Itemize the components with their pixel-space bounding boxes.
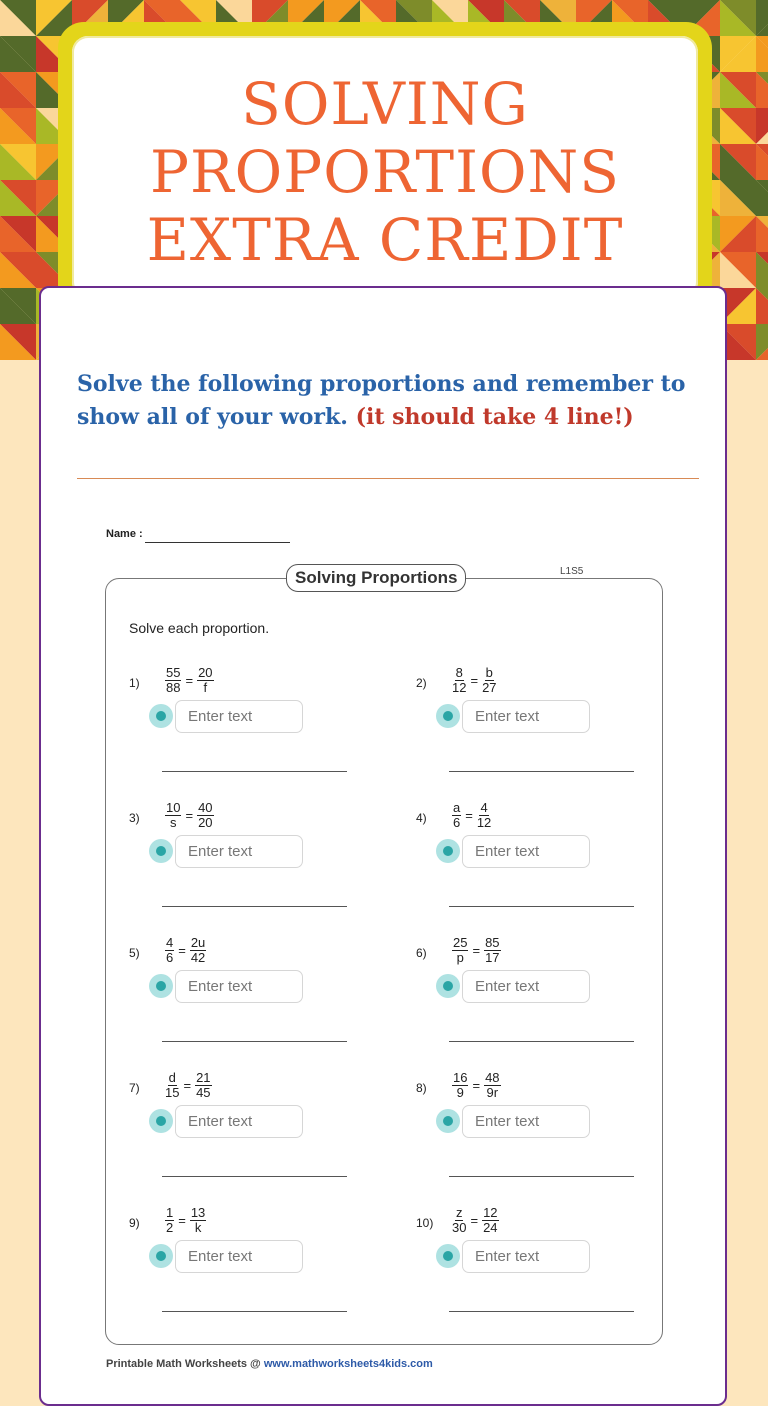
left-fraction xyxy=(165,936,174,965)
proportion-equation xyxy=(452,936,501,965)
answer-input-10[interactable] xyxy=(462,1240,590,1273)
work-line xyxy=(449,906,634,907)
instructions xyxy=(77,368,707,434)
equals-sign: = xyxy=(470,1213,479,1228)
denominator: 9 xyxy=(456,1085,464,1100)
proportion-equation xyxy=(165,1206,206,1235)
proportion-equation xyxy=(165,666,214,695)
name-line xyxy=(145,542,290,543)
problem-number: 3) xyxy=(129,811,140,825)
answer-marker-icon[interactable] xyxy=(149,1109,173,1133)
numerator: d xyxy=(168,1070,176,1085)
numerator: 85 xyxy=(485,935,500,950)
work-line xyxy=(449,771,634,772)
work-line xyxy=(162,906,347,907)
name-label: Name : xyxy=(106,528,143,540)
equals-sign: = xyxy=(470,673,479,688)
proportion-equation xyxy=(165,801,214,830)
answer-marker-icon[interactable] xyxy=(436,839,460,863)
problem-number: 9) xyxy=(129,1216,140,1230)
denominator: 42 xyxy=(190,950,206,965)
left-fraction xyxy=(165,801,181,830)
left-fraction xyxy=(452,936,468,965)
numerator: 16 xyxy=(453,1070,468,1085)
page-title xyxy=(72,70,698,274)
worksheet-title: Solving Proportions xyxy=(286,564,466,592)
denominator: f xyxy=(203,680,208,695)
problem-number: 4) xyxy=(416,811,427,825)
answer-input-4[interactable] xyxy=(462,835,590,868)
numerator: 4 xyxy=(166,935,174,950)
answer-marker-icon[interactable] xyxy=(436,704,460,728)
denominator: 17 xyxy=(485,950,500,965)
equals-sign: = xyxy=(465,808,473,823)
equals-sign: = xyxy=(472,943,481,958)
denominator: 9r xyxy=(486,1085,499,1100)
numerator: 21 xyxy=(196,1070,211,1085)
work-line xyxy=(162,1176,347,1177)
answer-marker-icon[interactable] xyxy=(436,974,460,998)
numerator: b xyxy=(485,665,493,680)
numerator: 4 xyxy=(480,800,488,815)
left-fraction xyxy=(452,666,466,695)
equals-sign: = xyxy=(178,943,186,958)
denominator: 6 xyxy=(166,950,174,965)
title-line-3: EXTRA CREDIT xyxy=(146,206,624,274)
divider xyxy=(77,478,699,479)
answer-input-9[interactable] xyxy=(175,1240,303,1273)
work-line xyxy=(449,1041,634,1042)
left-fraction xyxy=(165,666,181,695)
denominator: k xyxy=(194,1220,202,1235)
problem-number: 7) xyxy=(129,1081,140,1095)
answer-marker-icon[interactable] xyxy=(149,704,173,728)
worksheet-code: L1S5 xyxy=(560,566,584,577)
denominator: 12 xyxy=(452,680,467,695)
worksheet-subtitle: Solve each proportion. xyxy=(129,620,270,636)
equals-sign: = xyxy=(472,1078,481,1093)
right-fraction xyxy=(190,936,206,965)
denominator: 30 xyxy=(452,1220,467,1235)
proportion-equation xyxy=(452,801,491,830)
denominator: 6 xyxy=(453,815,461,830)
work-line xyxy=(449,1176,634,1177)
answer-marker-icon[interactable] xyxy=(149,1244,173,1268)
instructions-note: (it should take 4 line!) xyxy=(355,404,634,430)
right-fraction xyxy=(482,666,496,695)
denominator: 20 xyxy=(198,815,213,830)
right-fraction xyxy=(484,1071,500,1100)
numerator: 12 xyxy=(483,1205,498,1220)
answer-marker-icon[interactable] xyxy=(149,974,173,998)
numerator: 13 xyxy=(190,1205,206,1220)
numerator: a xyxy=(453,800,461,815)
denominator: 15 xyxy=(165,1085,180,1100)
title-line-2: PROPORTIONS xyxy=(149,138,621,206)
footer xyxy=(106,1358,433,1370)
numerator: 20 xyxy=(198,665,213,680)
denominator: 12 xyxy=(476,815,492,830)
denominator: p xyxy=(456,950,464,965)
problem-number: 2) xyxy=(416,676,427,690)
proportion-equation xyxy=(452,1071,501,1100)
right-fraction xyxy=(197,801,213,830)
numerator: 1 xyxy=(166,1205,174,1220)
answer-input-2[interactable] xyxy=(462,700,590,733)
answer-input-6[interactable] xyxy=(462,970,590,1003)
problem-number: 5) xyxy=(129,946,140,960)
work-line xyxy=(162,1041,347,1042)
proportion-equation xyxy=(452,666,497,695)
answer-marker-icon[interactable] xyxy=(436,1109,460,1133)
instructions-text: Solve the following proportions and remember to show all of your work. xyxy=(77,371,686,430)
numerator: z xyxy=(455,1205,463,1220)
work-line xyxy=(162,771,347,772)
numerator: 55 xyxy=(166,665,181,680)
footer-link[interactable]: www.mathworksheets4kids.com xyxy=(263,1358,433,1370)
left-fraction xyxy=(452,801,461,830)
equals-sign: = xyxy=(178,1213,186,1228)
problem-number: 8) xyxy=(416,1081,427,1095)
denominator: 2 xyxy=(166,1220,174,1235)
left-fraction xyxy=(452,1071,468,1100)
equals-sign: = xyxy=(183,1078,192,1093)
work-line xyxy=(449,1311,634,1312)
footer-text: Printable Math Worksheets @ xyxy=(106,1358,261,1370)
numerator: 10 xyxy=(166,800,181,815)
numerator: 2u xyxy=(190,935,206,950)
work-line xyxy=(162,1311,347,1312)
equals-sign: = xyxy=(185,673,194,688)
proportion-equation xyxy=(165,936,206,965)
numerator: 40 xyxy=(198,800,213,815)
problem-number: 10) xyxy=(416,1216,434,1230)
right-fraction xyxy=(477,801,491,830)
right-fraction xyxy=(482,1206,498,1235)
answer-input-8[interactable] xyxy=(462,1105,590,1138)
left-fraction xyxy=(452,1206,466,1235)
proportion-equation xyxy=(165,1071,212,1100)
answer-input-7[interactable] xyxy=(175,1105,303,1138)
right-fraction xyxy=(197,666,213,695)
numerator: 48 xyxy=(485,1070,500,1085)
denominator: 88 xyxy=(166,680,181,695)
proportion-equation xyxy=(452,1206,499,1235)
answer-marker-icon[interactable] xyxy=(149,839,173,863)
equals-sign: = xyxy=(185,808,194,823)
numerator: 8 xyxy=(455,665,463,680)
numerator: 25 xyxy=(453,935,468,950)
answer-marker-icon[interactable] xyxy=(436,1244,460,1268)
answer-input-1[interactable] xyxy=(175,700,303,733)
problem-number: 6) xyxy=(416,946,427,960)
denominator: s xyxy=(169,815,177,830)
denominator: 24 xyxy=(483,1220,498,1235)
answer-input-3[interactable] xyxy=(175,835,303,868)
title-line-1: SOLVING xyxy=(241,70,529,138)
denominator: 27 xyxy=(482,680,497,695)
answer-input-5[interactable] xyxy=(175,970,303,1003)
denominator: 45 xyxy=(196,1085,211,1100)
right-fraction xyxy=(484,936,500,965)
right-fraction xyxy=(195,1071,211,1100)
right-fraction xyxy=(190,1206,206,1235)
left-fraction xyxy=(165,1071,179,1100)
left-fraction xyxy=(165,1206,174,1235)
content-card xyxy=(39,286,727,1406)
header-card xyxy=(72,36,698,298)
problem-number: 1) xyxy=(129,676,140,690)
